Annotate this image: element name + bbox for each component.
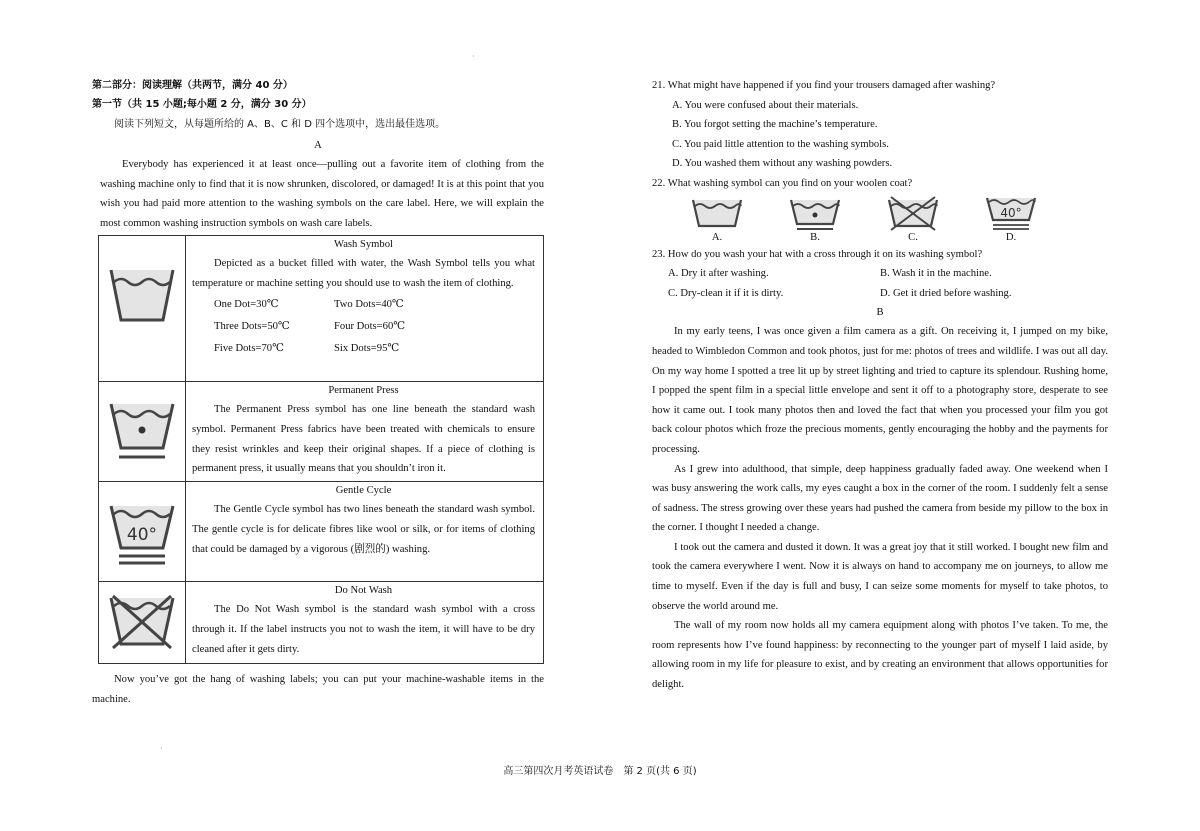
option: D. You washed them without any washing powders. [672, 158, 893, 170]
passage-a-intro: Everybody has experienced it at least once—pulling out a favorite item of clothing from the washing machine only to find that it is now shrunken, discolored, or damaged! It is at this point that you wish you had paid more attention to the washing symbols on the care label. Here, we will explain the most common washing instruction symbols on wash care labels. [100, 159, 544, 229]
option: D. Get it dried before washing. [880, 287, 1012, 299]
passage-a-outro: Now you’ve got the hang of washing labels; you can put your machine-washable items in the machine. [92, 674, 544, 705]
table-row [99, 582, 544, 664]
stray-mark: · [160, 744, 163, 753]
dot-value: Six Dots=95℃ [334, 342, 400, 354]
part-title: 第二部分：阅读理解（共两节，满分 40 分） [92, 80, 293, 91]
passage-b-label: B [876, 307, 884, 319]
right-column [652, 76, 1108, 695]
do-not-wash-text-cell [186, 582, 544, 664]
section-title: 第一节（共 15 小题;每小题 2 分，满分 30 分） [92, 99, 312, 110]
icon-temperature-label: 40° [126, 525, 158, 546]
option: B. Wash it in the machine. [880, 268, 992, 280]
do-not-wash-icon [885, 194, 941, 232]
dot-value: Four Dots=60℃ [334, 320, 406, 332]
table-row [99, 236, 544, 382]
option: A. You were confused about their materials. [672, 99, 859, 111]
permanent-press-icon [99, 382, 185, 478]
gentle-cycle-icon [99, 482, 185, 578]
dot-value: Three Dots=50℃ [214, 320, 290, 332]
dot-temperature-list [192, 294, 535, 360]
symbol-title: Gentle Cycle [335, 485, 392, 497]
do-not-wash-icon [99, 582, 185, 660]
page-footer: 高三第四次月考英语试卷 第 2 页(共 6 页) [503, 766, 697, 777]
instructions: 阅读下列短文，从每题所给的 A、B、C 和 D 四个选项中，选出最佳选项。 [114, 119, 446, 130]
gentle-cycle-text-cell [186, 482, 544, 582]
symbol-desc: The Do Not Wash symbol is the standard wash symbol with a cross through it. If the label instructs you not to wash the item, it will have to be dry cleaned after it gets dirty. [192, 604, 535, 655]
wash-symbol-icon-cell [99, 236, 186, 382]
passage-b-paragraph: The wall of my room now holds all my camera equipment along with photos I’ve taken. To me, the room represents how I’ve found happiness: by reconnecting to the younger part of myself I laid aside, by allowing room in my life for pleasure to exist, and by creating an environment that allows opportunities for delight. [652, 620, 1108, 691]
gentle-cycle-icon-cell [99, 482, 186, 582]
option: C. Dry-clean it if it is dirty. [668, 287, 784, 299]
permanent-press-text-cell [186, 382, 544, 482]
passage-b-paragraph: As I grew into adulthood, that simple, deep happiness gradually faded away. One weekend when I was busy answering the work calls, my eyes caught a box in the corner of the room. I suddenly felt a sense of sadness. The stress growing over these years had pushed the camera from beside my pillow to the box in the corner. I thought I needed a change. [652, 463, 1108, 534]
option-letter: B. [810, 231, 820, 243]
wash-bucket-icon [99, 236, 185, 376]
permanent-press-icon [787, 194, 843, 232]
symbol-desc: Depicted as a bucket filled with water, the Wash Symbol tells you what temperature or machine setting you should use to wash the item of clothing. [192, 258, 535, 289]
gentle-cycle-icon [983, 194, 1039, 232]
question-22: 22. What washing symbol can you find on your woolen coat? [652, 177, 913, 189]
left-column [92, 76, 544, 710]
symbol-title: Do Not Wash [334, 585, 393, 597]
wash-symbol-text-cell [186, 236, 544, 382]
option-b [766, 194, 864, 243]
symbol-title: Permanent Press [328, 385, 399, 397]
option: B. You forgot setting the machine’s temperature. [672, 119, 878, 131]
option-d [962, 194, 1060, 243]
symbol-desc: The Permanent Press symbol has one line beneath the standard wash symbol. Permanent Press fabrics have been treated with chemicals to ensure they resist wrinkles and keep their original shapes. If a piece of clothing is permanent press, it usually means that you shouldn’t iron it. [192, 404, 535, 475]
table-row [99, 482, 544, 582]
permanent-press-icon-cell [99, 382, 186, 482]
stray-mark: · [472, 52, 475, 61]
symbol-table [98, 235, 544, 664]
option: A. Dry it after washing. [668, 268, 769, 280]
question-21: 21. What might have happened if you find your trousers damaged after washing? [652, 80, 996, 91]
wash-bucket-icon [689, 194, 745, 232]
icon-temperature-label: 40° [1000, 205, 1022, 220]
dot-value: One Dot=30℃ [214, 298, 279, 310]
do-not-wash-icon-cell [99, 582, 186, 664]
option-letter: D. [1005, 231, 1017, 243]
question-23-options [652, 264, 1108, 303]
passage-b-paragraph: I took out the camera and dusted it down. It was a great joy that it still worked. I bought new film and took the camera everywhere I went. Now it is always on hand to accompany me on journeys, to allow me time to myself. Even if the day is full and busy, I can seize some moments for myself to take photos, to observe the world around me. [652, 541, 1108, 612]
question-23: 23. How do you wash your hat with a cross through it on its washing symbol? [652, 248, 983, 260]
option-letter: A. [711, 231, 723, 243]
question-22-symbol-options [652, 194, 1108, 243]
table-row [99, 382, 544, 482]
option-a [668, 194, 766, 243]
option-c [864, 194, 962, 243]
option: C. You paid little attention to the washing symbols. [672, 138, 889, 150]
passage-b-paragraph: In my early teens, I was once given a film camera as a gift. On receiving it, I jumped on my bike, headed to Wimbledon Common and took photos, just for me: photos of trees and wildlife. I was out all day. On my way home I spotted a tree lit up by street lighting and tried to capture its splendour. Rushing home, I popped the spent film in a special little envelope and sent it off to a photography store, desperate to see how it came out. I took many photos then and loved the fact that when you processed your film you got back colour photos which froze the precious moments, gently encouraging the hobby and the payments for processing. [652, 326, 1108, 455]
dot-value: Two Dots=40℃ [334, 298, 404, 310]
option-letter: C. [908, 231, 918, 243]
symbol-title: Wash Symbol [334, 239, 393, 251]
passage-a-label: A [314, 140, 322, 151]
symbol-desc: The Gentle Cycle symbol has two lines beneath the standard wash symbol. The gentle cycle is for delicate fibres like wool or silk, or for items of clothing that could be damaged by a vigorous (剧烈的) washing. [192, 504, 535, 555]
dot-value: Five Dots=70℃ [214, 342, 284, 354]
